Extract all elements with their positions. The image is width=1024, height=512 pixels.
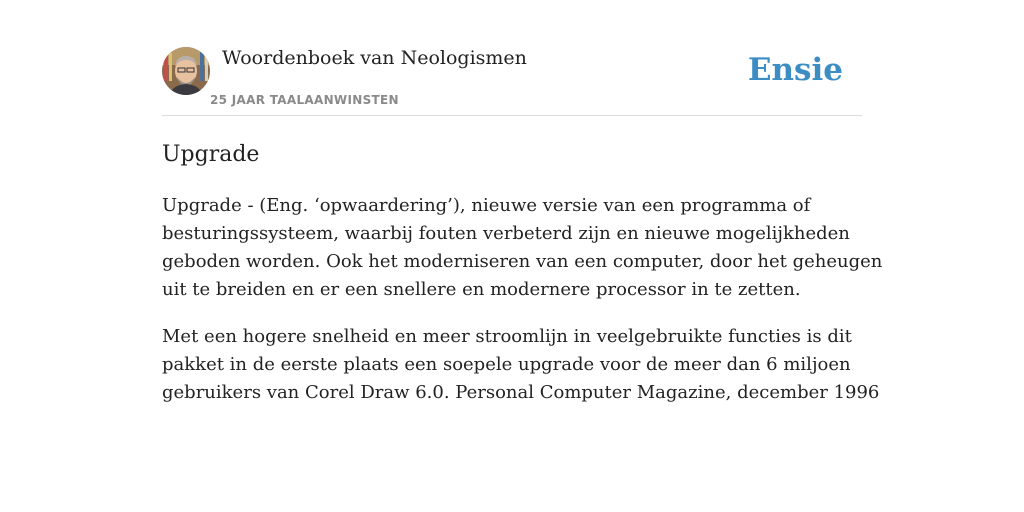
entry-title: Upgrade (162, 142, 260, 167)
quote-line: Met een hogere snelheid en meer stroomlijn in veelgebruikte functies is dit (162, 326, 852, 347)
definition-line: Upgrade - (Eng. ‘opwaardering’), nieuwe versie van een programma of (162, 195, 811, 216)
definition-line: geboden worden. Ook het moderniseren van een computer, door het geheugen (162, 251, 883, 272)
definition-line: uit te breiden en er een snellere en modernere processor in te zetten. (162, 279, 801, 300)
entry-quote (162, 323, 880, 407)
entry-definition (162, 192, 883, 304)
header (162, 46, 862, 116)
dictionary-author[interactable]: Woordenboek van Neologismen (222, 47, 527, 69)
quote-line: gebruikers van Corel Draw 6.0. Personal Computer Magazine, december 1996 (162, 382, 880, 403)
ensie-logo[interactable]: Ensie (747, 52, 843, 88)
tagline: 25 JAAR TAALAANWINSTEN (210, 93, 399, 107)
author-avatar-icon[interactable] (162, 47, 210, 95)
definition-line: besturingssysteem, waarbij fouten verbeterd zijn en nieuwe mogelijkheden (162, 223, 850, 244)
quote-line: pakket in de eerste plaats een soepele upgrade voor de meer dan 6 miljoen (162, 354, 851, 375)
